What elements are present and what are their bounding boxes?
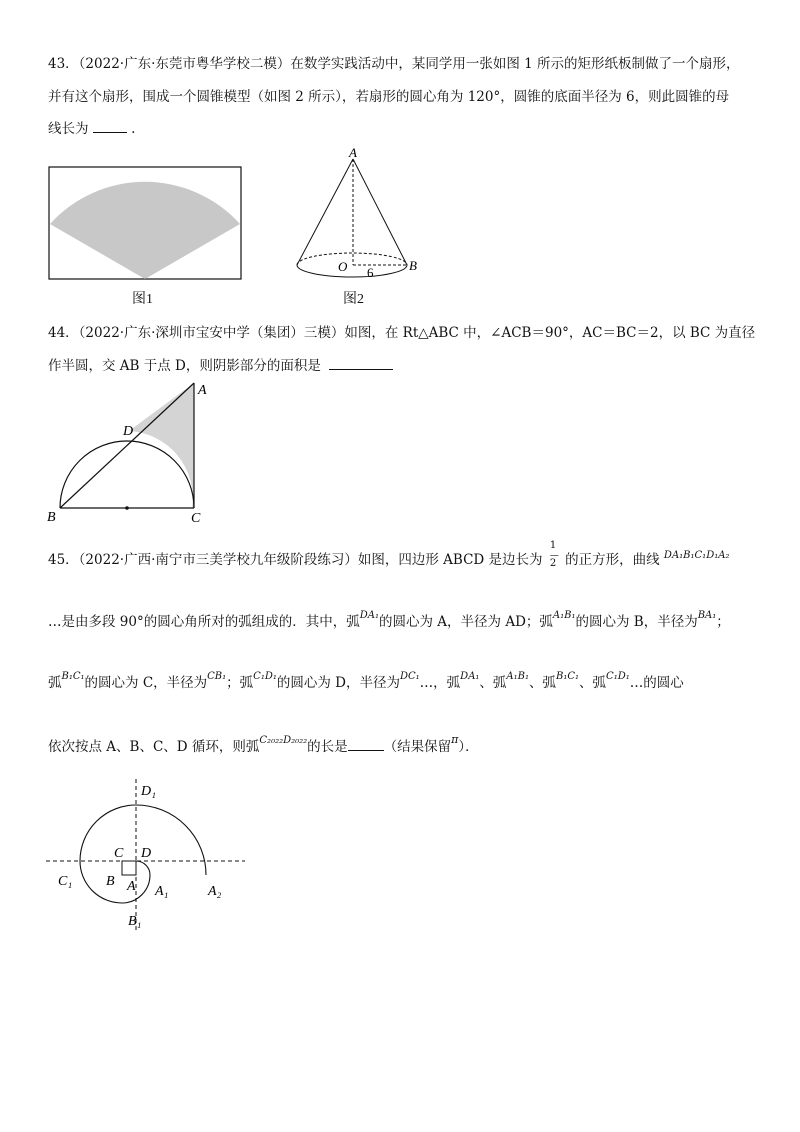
label-B: B <box>409 258 417 273</box>
q45-line-4d: ）． <box>458 739 479 755</box>
q44-line-1: 44．（2022·广东·深圳市宝安中学（集团）三模）如图，在 Rt△ABC 中，∠ACB＝90°，AC＝BC＝2，以 BC 为直径 <box>48 325 756 341</box>
q45-line-3g: 、弧 <box>529 675 557 691</box>
arc-label-A1B1: A₁B₁ <box>552 610 576 621</box>
q45-line-3a: 弧 <box>48 675 62 691</box>
label-B: B <box>106 874 115 889</box>
fig1-caption: 图1 <box>132 292 153 307</box>
arc-label-DA1: DA₁ <box>359 610 379 621</box>
label-A: A <box>349 145 357 160</box>
semicircle-center-dot <box>125 506 129 510</box>
arc-DA1 <box>136 861 150 875</box>
arc-B1C1 <box>80 861 122 903</box>
label-B1: B₁ <box>128 914 142 929</box>
arc-label-C2022D2022: C₂₀₂₂D₂₀₂₂ <box>259 735 308 746</box>
cone-left-edge <box>297 159 353 265</box>
q43-figure-1 <box>48 166 244 282</box>
fraction-denominator: 2 <box>549 558 557 569</box>
base-back-arc <box>297 253 407 265</box>
q45-line-3 <box>48 671 684 691</box>
label-A1: A₁ <box>155 884 169 899</box>
radius-label-CB1: CB₁ <box>207 671 227 682</box>
q45-line-3i: …的圆心 <box>629 675 684 691</box>
curve-label: DA₁B₁C₁D₁A₂ <box>663 550 730 561</box>
q45-line-3f: 、弧 <box>479 675 507 691</box>
shaded-region <box>129 383 194 508</box>
label-A: A <box>198 383 207 398</box>
arc-label-B1C1-b: B₁C₁ <box>556 671 580 682</box>
q45-line-2d: ； <box>716 614 730 630</box>
label-radius-6: 6 <box>367 265 374 280</box>
pi-symbol: π <box>451 733 459 746</box>
fraction-numerator: 1 <box>549 540 557 551</box>
q45-line-3b: 的圆心为 C，半径为 <box>84 675 208 691</box>
q45-line-1 <box>48 540 730 569</box>
square-ABCD <box>122 861 136 875</box>
q43-answer-blank <box>93 121 127 133</box>
arc-label-A1B1-b: A₁B₁ <box>506 671 530 682</box>
base-front-arc <box>297 265 407 277</box>
label-A: A <box>127 879 136 894</box>
q45-line-3e: …，弧 <box>419 675 461 691</box>
arc-label-C1D1-b: C₁D₁ <box>606 671 630 682</box>
q45-line-4c: （结果保留 <box>383 739 452 755</box>
q44-line-2 <box>48 354 393 374</box>
q45-line-3c: ；弧 <box>226 675 254 691</box>
arc-label-C1D1: C₁D₁ <box>253 671 277 682</box>
arc-label-DA1-b: DA₁ <box>460 671 480 682</box>
radius-label-DC1: DC₁ <box>399 671 420 682</box>
q45-line-2 <box>48 610 730 630</box>
q43-line-3-text: 线长为 <box>48 121 89 137</box>
q45-line-1a: 45．（2022·广西·南宁市三美学校九年级阶段练习）如图，四边形 ABCD 是边长为 <box>48 552 543 568</box>
label-A2: A₂ <box>208 884 222 899</box>
q45-line-2c: 的圆心为 B，半径为 <box>575 614 698 630</box>
label-D: D <box>141 846 152 861</box>
q45-line-4b: 的长是 <box>307 739 348 755</box>
label-C: C <box>191 511 201 526</box>
arc-D1A2 <box>136 805 206 875</box>
label-C: C <box>114 846 124 861</box>
q44-figure <box>44 378 224 528</box>
arc-C1D1 <box>80 805 136 861</box>
q45-line-2b: 的圆心为 A，半径为 AD；弧 <box>378 614 553 630</box>
q45-answer-blank <box>348 739 384 751</box>
q44-answer-blank <box>329 358 393 370</box>
q43-line-1: 43．（2022·广东·东莞市粤华学校二模）在数学实践活动中，某同学用一张如图 1 所示的矩形纸板制做了一个扇形， <box>48 56 740 72</box>
radius-label-BA1: BA₁ <box>697 610 717 621</box>
q43-line-3-end: . <box>131 121 136 137</box>
label-C1: C₁ <box>58 874 73 889</box>
q43-line-3 <box>48 117 135 137</box>
arc-label-B1C1: B₁C₁ <box>61 671 85 682</box>
q45-figure <box>40 775 255 935</box>
q44-line-2-text: 作半圆，交 AB 于点 D，则阴影部分的面积是 <box>48 358 321 374</box>
fig2-caption: 图2 <box>343 292 364 307</box>
q45-line-2a: …是由多段 90°的圆心角所对的弧组成的．其中，弧 <box>48 614 360 630</box>
q43-line-2: 并有这个扇形，围成一个圆锥模型（如图 2 所示），若扇形的圆心角为 120°，圆锥的底面半径为 6，则此圆锥的母 <box>48 89 730 105</box>
label-D: D <box>123 424 134 439</box>
label-B: B <box>47 510 56 525</box>
q45-line-3d: 的圆心为 D，半径为 <box>276 675 400 691</box>
cone-right-edge <box>353 159 407 265</box>
shaded-sector <box>50 182 240 279</box>
q45-line-4a: 依次按点 A、B、C、D 循环，则弧 <box>48 739 260 755</box>
q45-line-1b: 的正方形，曲线 <box>565 552 660 568</box>
label-D1: D₁ <box>141 784 156 799</box>
label-O: O <box>338 259 348 274</box>
q43-figure-2-cone <box>285 145 430 285</box>
q45-line-4 <box>48 733 479 755</box>
q45-line-3h: 、弧 <box>579 675 607 691</box>
fraction-one-half: 1 — 2 <box>549 540 559 569</box>
